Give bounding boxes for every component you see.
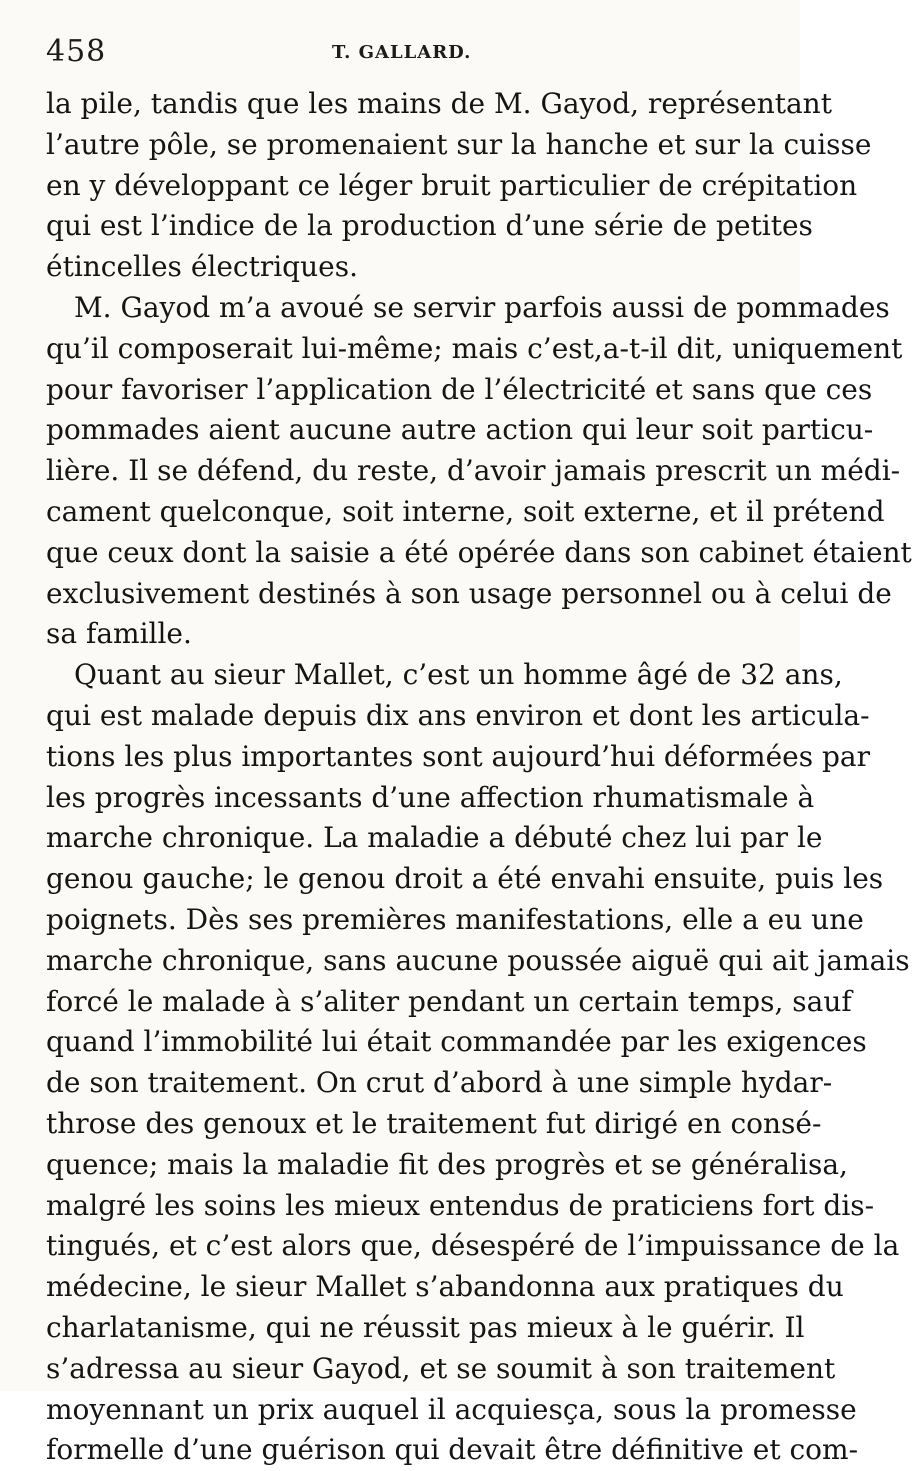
text-line: Quant au sieur Mallet, c’est un homme âgé de 32 ans, bbox=[74, 658, 843, 692]
text-line: que ceux dont la saisie a été opérée dans son cabinet étaient bbox=[46, 535, 912, 569]
text-line: lière. Il se défend, du reste, d’avoir jamais prescrit un médi- bbox=[46, 454, 901, 488]
text-line: poignets. Dès ses premières manifestations, elle a eu une bbox=[46, 902, 864, 936]
text-line: pommades aient aucune autre action qui leur soit particu- bbox=[46, 413, 874, 447]
text-line: exclusivement destinés à son usage personnel ou à celui de bbox=[46, 576, 892, 610]
text-line: quence; mais la maladie fit des progrès et se généralisa, bbox=[46, 1147, 848, 1181]
text-line: qui est l’indice de la production d’une série de petites bbox=[46, 209, 813, 243]
text-line: forcé le malade à s’aliter pendant un certain temps, sauf bbox=[46, 984, 852, 1018]
text-line: de son traitement. On crut d’abord à une simple hydar- bbox=[46, 1066, 833, 1100]
text-line: quand l’immobilité lui était commandée par les exigences bbox=[46, 1025, 867, 1059]
running-head: T. GALLARD. bbox=[332, 42, 472, 63]
text-line: marche chronique. La maladie a débuté chez lui par le bbox=[46, 821, 823, 855]
page-header bbox=[46, 34, 746, 74]
body-text bbox=[46, 84, 912, 1471]
text-line: médecine, le sieur Mallet s’abandonna aux pratiques du bbox=[46, 1270, 844, 1304]
text-line: en y développant ce léger bruit particulier de crépitation bbox=[46, 168, 858, 202]
text-line: M. Gayod m’a avoué se servir parfois aussi de pommades bbox=[74, 290, 890, 324]
text-line: genou gauche; le genou droit a été envahi ensuite, puis les bbox=[46, 862, 884, 896]
text-line: charlatanisme, qui ne réussit pas mieux à le guérir. Il bbox=[46, 1310, 805, 1344]
text-line: la pile, tandis que les mains de M. Gayod, représentant bbox=[46, 87, 832, 120]
text-line: throse des genoux et le traitement fut dirigé en consé- bbox=[46, 1106, 822, 1140]
text-line: tingués, et c’est alors que, désespéré de l’impuissance de la bbox=[46, 1229, 900, 1263]
text-line: cament quelconque, soit interne, soit externe, et il prétend bbox=[46, 494, 885, 528]
text-line: marche chronique, sans aucune poussée aiguë qui ait jamais bbox=[46, 943, 910, 977]
text-line: formelle d’une guérison qui devait être définitive et com- bbox=[46, 1433, 859, 1467]
text-line: pour favoriser l’application de l’électricité et sans que ces bbox=[46, 372, 873, 406]
text-line: étincelles électriques. bbox=[46, 250, 358, 284]
text-line: malgré les soins les mieux entendus de praticiens fort dis- bbox=[46, 1188, 875, 1222]
text-line: tions les plus importantes sont aujourd’hui déformées par bbox=[46, 739, 870, 773]
text-line: s’adressa au sieur Gayod, et se soumit à son traitement bbox=[46, 1351, 836, 1385]
page-number: 458 bbox=[46, 34, 107, 69]
text-line: sa famille. bbox=[46, 617, 192, 651]
text-line: l’autre pôle, se promenaient sur la hanche et sur la cuisse bbox=[46, 127, 872, 161]
text-line: qui est malade depuis dix ans environ et dont les articula- bbox=[46, 698, 870, 732]
text-line: les progrès incessants d’une affection rhumatismale à bbox=[46, 780, 815, 814]
text-line: moyennant un prix auquel il acquiesça, sous la promesse bbox=[46, 1392, 857, 1426]
text-line: qu’il composerait lui-même; mais c’est,a-t-il dit, uniquement bbox=[46, 331, 903, 365]
